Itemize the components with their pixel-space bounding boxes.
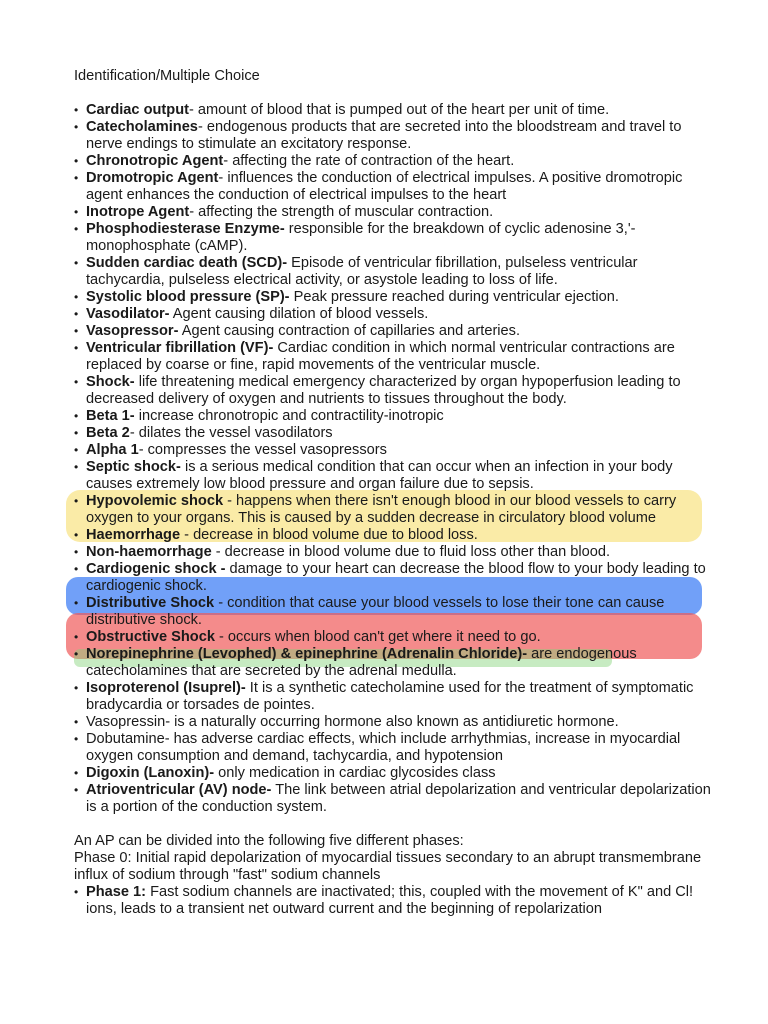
term-item xyxy=(74,374,714,408)
term-item xyxy=(74,323,714,340)
term-definition: Vasopressin- is a naturally occurring hormone also known as antidiuretic hormone. xyxy=(86,714,619,730)
phase-1-label: Phase 1: xyxy=(86,884,147,900)
document-heading: Identification/Multiple Choice xyxy=(74,68,260,84)
term-item xyxy=(74,221,714,255)
term-definition: - occurs when blood can't get where it need to go. xyxy=(214,629,541,645)
term-item xyxy=(74,204,714,221)
term-item xyxy=(74,714,714,731)
term-definition: damage to your heart can decrease the blood flow to your body leading to cardiogenic shock. xyxy=(86,561,706,594)
term-name: Shock- xyxy=(86,374,135,390)
term-item xyxy=(74,306,714,323)
term-definition: - decrease in blood volume due to blood loss. xyxy=(180,527,478,543)
term-name: Alpha 1 xyxy=(86,442,139,458)
term-item xyxy=(74,255,714,289)
term-name: Chronotropic Agent xyxy=(86,153,224,169)
phase-list xyxy=(74,884,714,918)
term-definition: Episode of ventricular fibrillation, pulseless ventricular tachycardia, pulseless electrical activity, or asystole leading to loss of life. xyxy=(86,255,638,288)
phases-section xyxy=(74,833,714,918)
term-item xyxy=(74,408,714,425)
term-definition: - influences the conduction of electrical impulses. A positive dromotropic agent enhances the conduction of electrical impulses to the heart xyxy=(86,170,683,203)
term-name: Inotrope Agent xyxy=(86,204,190,220)
term-definition: only medication in cardiac glycosides class xyxy=(214,765,496,781)
term-name: Obstructive Shock xyxy=(86,629,215,645)
term-item xyxy=(74,646,714,680)
term-item xyxy=(74,629,714,646)
term-item xyxy=(74,289,714,306)
term-item xyxy=(74,459,714,493)
term-name: Vasopressor- xyxy=(86,323,179,339)
term-definition: - dilates the vessel vasodilators xyxy=(129,425,333,441)
term-name: Cardiogenic shock - xyxy=(86,561,226,577)
phases-intro: An AP can be divided into the following five different phases: xyxy=(74,833,464,849)
term-item xyxy=(74,595,714,629)
term-name: Isoproterenol (Isuprel)- xyxy=(86,680,246,696)
term-name: Sudden cardiac death (SCD)- xyxy=(86,255,288,271)
document-page xyxy=(74,68,714,918)
term-definition: The link between atrial depolarization and ventricular depolarization is a portion of the conduction system. xyxy=(86,782,711,815)
term-item xyxy=(74,782,714,816)
term-list xyxy=(74,102,714,816)
term-name: Non-haemorrhage xyxy=(86,544,212,560)
term-definition: are endogenous catecholamines that are secreted by the adrenal medulla. xyxy=(86,646,637,679)
term-name: Hypovolemic shock xyxy=(86,493,224,509)
term-name: Vasodilator- xyxy=(86,306,170,322)
term-name: Beta 2 xyxy=(86,425,130,441)
term-name: Beta 1- xyxy=(86,408,135,424)
term-item xyxy=(74,544,714,561)
term-item xyxy=(74,493,714,527)
term-item xyxy=(74,442,714,459)
term-name: Cardiac output xyxy=(86,102,189,118)
term-definition: responsible for the breakdown of cyclic adenosine 3,'-monophosphate (cAMP). xyxy=(86,221,636,254)
term-item xyxy=(74,153,714,170)
term-definition: - happens when there isn't enough blood in our blood vessels to carry oxygen to your organs. This is caused by a sudden decrease in circulatory blood volume xyxy=(86,493,677,526)
term-item xyxy=(74,731,714,765)
term-definition: - condition that cause your blood vessels to lose their tone can cause distributive shock. xyxy=(86,595,665,628)
phase-item xyxy=(74,884,714,918)
term-definition: - compresses the vessel vasopressors xyxy=(138,442,387,458)
term-name: Dromotropic Agent xyxy=(86,170,219,186)
term-name: Atrioventricular (AV) node- xyxy=(86,782,272,798)
term-definition: increase chronotropic and contractility-inotropic xyxy=(134,408,444,424)
term-definition: - affecting the strength of muscular contraction. xyxy=(189,204,494,220)
term-name: Distributive Shock xyxy=(86,595,215,611)
term-name: Systolic blood pressure (SP)- xyxy=(86,289,290,305)
term-name: Norepinephrine (Levophed) & epinephrine (Adrenalin Chloride)- xyxy=(86,646,528,662)
term-item xyxy=(74,680,714,714)
term-name: Haemorrhage xyxy=(86,527,181,543)
term-definition: life threatening medical emergency characterized by organ hypoperfusion leading to decreased delivery of oxygen and nutrients to tissues throughout the body. xyxy=(86,374,681,407)
phase-1-text: Fast sodium channels are inactivated; this, coupled with the movement of K" and Cl! ions, leads to a transient net outward current and the beginning of repolarization xyxy=(86,884,694,917)
term-definition: - affecting the rate of contraction of the heart. xyxy=(223,153,515,169)
term-item xyxy=(74,765,714,782)
term-definition: Agent causing contraction of capillaries and arteries. xyxy=(178,323,521,339)
term-item xyxy=(74,102,714,119)
term-name: Catecholamines xyxy=(86,119,198,135)
term-item xyxy=(74,119,714,153)
term-definition: is a serious medical condition that can occur when an infection in your body causes extremely low blood pressure and organ failure due to sepsis. xyxy=(86,459,673,492)
term-definition: Agent causing dilation of blood vessels. xyxy=(169,306,429,322)
term-name: Digoxin (Lanoxin)- xyxy=(86,765,215,781)
term-name: Phosphodiesterase Enzyme- xyxy=(86,221,285,237)
term-definition: - amount of blood that is pumped out of the heart per unit of time. xyxy=(188,102,610,118)
term-item xyxy=(74,561,714,595)
term-item xyxy=(74,170,714,204)
term-definition: Dobutamine- has adverse cardiac effects, which include arrhythmias, increase in myocardial oxygen consumption and demand, tachycardia, and hypotension xyxy=(86,731,681,764)
term-item xyxy=(74,425,714,442)
term-name: Ventricular fibrillation (VF)- xyxy=(86,340,274,356)
phase-0-text: Phase 0: Initial rapid depolarization of myocardial tissues secondary to an abrupt transmembrane influx of sodium through "fast" sodium channels xyxy=(74,850,702,883)
term-definition: - endogenous products that are secreted into the bloodstream and travel to nerve endings to stimulate an excitatory response. xyxy=(86,119,682,152)
term-definition: It is a synthetic catecholamine used for the treatment of symptomatic bradycardia or torsades de pointes. xyxy=(86,680,694,713)
term-definition: - decrease in blood volume due to fluid loss other than blood. xyxy=(211,544,611,560)
term-item xyxy=(74,340,714,374)
term-definition: Cardiac condition in which normal ventricular contractions are replaced by coarse or fine, rapid movements of the ventricular muscle. xyxy=(86,340,675,373)
term-name: Septic shock- xyxy=(86,459,181,475)
term-definition: Peak pressure reached during ventricular ejection. xyxy=(289,289,619,305)
term-item xyxy=(74,527,714,544)
